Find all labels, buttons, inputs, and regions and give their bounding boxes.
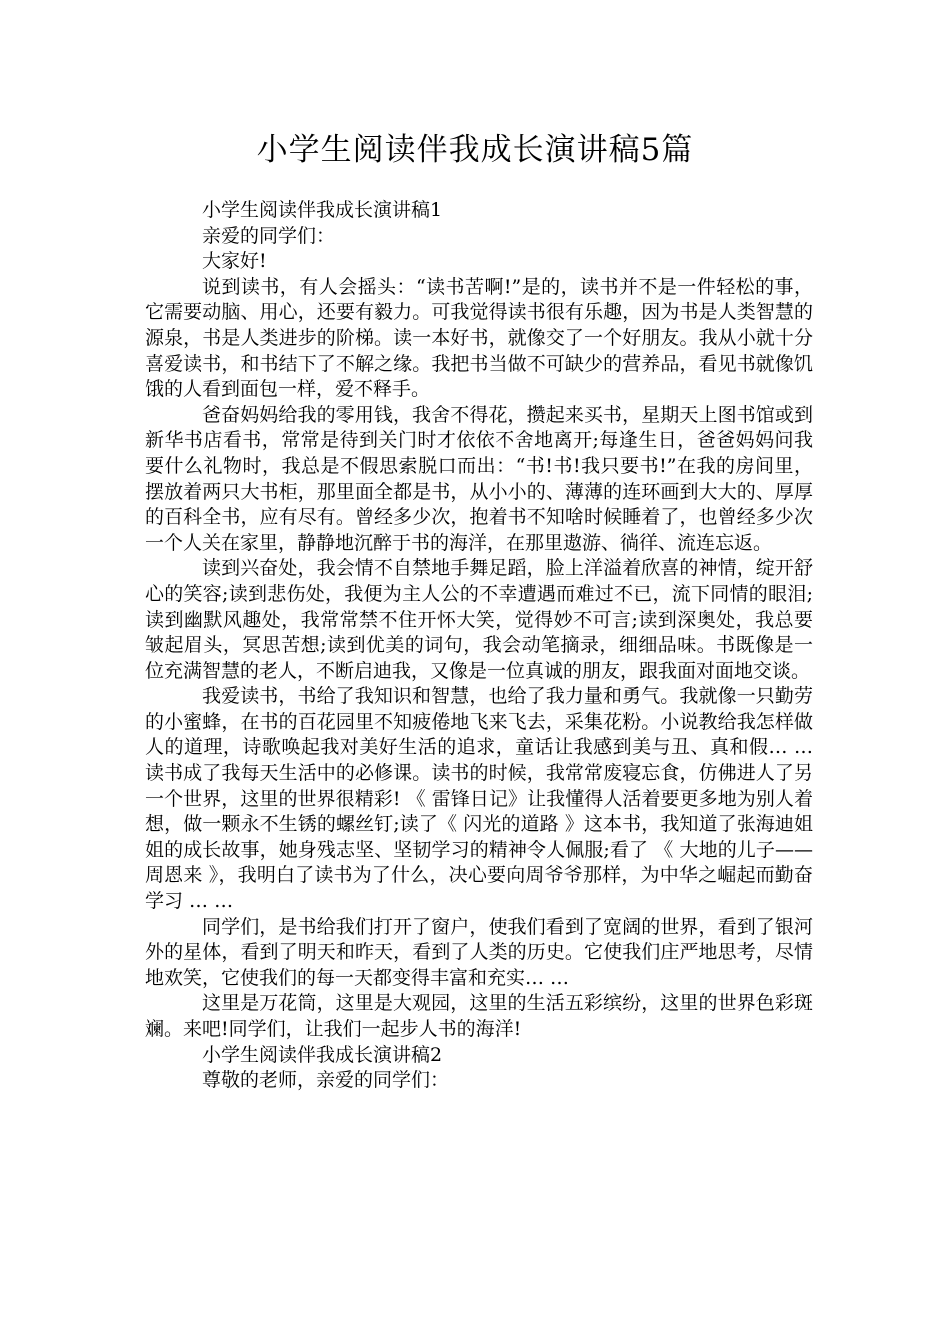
section-heading-1: 小学生阅读伴我成长演讲稿1 (202, 199, 443, 221)
paragraph: 说到读书，有人会摇头：“读书苦啊!”是的，读书并不是一件轻松的事，它需要动脑、用心，还要有毅力。可我觉得读书很有乐趣，因为书是人类智慧的源泉，书是人类进步的阶梯。读一本好书，就像交了一个好朋友。我从小就十分喜爱读书，和书结下了不解之缘。我把书当做不可缺少的营养品，看见书就像饥饿的人看到面包一样，爱不释手。 (145, 275, 813, 401)
paragraph: 爸奋妈妈给我的零用钱，我舍不得花，攒起来买书，星期天上图书馆或到新华书店看书，常常是待到关门时才依依不舍地离开;每逢生日，爸爸妈妈问我要什么礼物时，我总是不假思索脱口而出：“书!书!我只要书!”在我的房间里，摆放着两只大书柜，那里面全都是书，从小小的、薄薄的连环画到大大的、厚厚的百科全书，应有尽有。曾经多少次，抱着书不知啥时候睡着了，也曾经多少次一个人关在家里，静静地沉醉于书的海洋，在那里遨游、徜徉、流连忘返。 (145, 403, 813, 554)
salutation: 亲爱的同学们： (202, 224, 336, 247)
paragraph: 同学们，是书给我们打开了窗户，使我们看到了宽阔的世界，看到了银河外的星体，看到了明天和昨天，看到了人类的历史。它使我们庄严地思考，尽情地欢笑，它使我们的每一天都变得丰富和充实… … (145, 915, 813, 989)
document-title: 小学生阅读伴我成长演讲稿5篇 (256, 132, 694, 168)
salutation: 尊敬的老师，亲爱的同学们： (202, 1069, 450, 1092)
section-heading-2: 小学生阅读伴我成长演讲稿2 (202, 1043, 443, 1066)
paragraph: 我爱读书，书给了我知识和智慧，也给了我力量和勇气。我就像一只勤劳的小蜜蜂，在书的百花园里不知疲倦地飞来飞去，采集花粉。小说教给我怎样做人的道理，诗歌唤起我对美好生活的追求，童话让我感到美与丑、真和假… … 读书成了我每天生活中的必修课。读书的时候，我常常废寝忘食，仿佛进人了另一个世界，这里的世界很精彩! 《 雷锋日记》让我懂得人活着要更多地为别人着想，做一颗永不生锈的螺丝钉;读了《 闪光的道路 》这本书，我知道了张海迪姐姐的成长故事，她身残志坚、坚韧学习的精神令人佩服;看了 《 大地的儿子——周恩来 》，我明白了读书为了什么，决心要向周爷爷那样，为中华之崛起而勤奋学习 … … (145, 685, 813, 913)
paragraph: 这里是万花筒，这里是大观园，这里的生活五彩缤纷，这里的世界色彩斑斓。来吧!同学们，让我们一起步人书的海洋! (145, 992, 813, 1040)
paragraph: 读到兴奋处，我会情不自禁地手舞足蹈，脸上洋溢着欣喜的神情，绽开舒心的笑容;读到悲伤处，我便为主人公的不幸遭遇而难过不已，流下同情的眼泪;读到幽默风趣处，我常常禁不住开怀大笑，觉得妙不可言;读到深奥处，我总要皱起眉头，冥思苦想;读到优美的词句，我会动笔摘录，细细品味。书既像是一位充满智慧的老人，不断启迪我，又像是一位真诚的朋友，跟我面对面地交谈。 (145, 557, 813, 682)
greeting: 大家好! (202, 250, 267, 273)
document-body (145, 198, 813, 1094)
